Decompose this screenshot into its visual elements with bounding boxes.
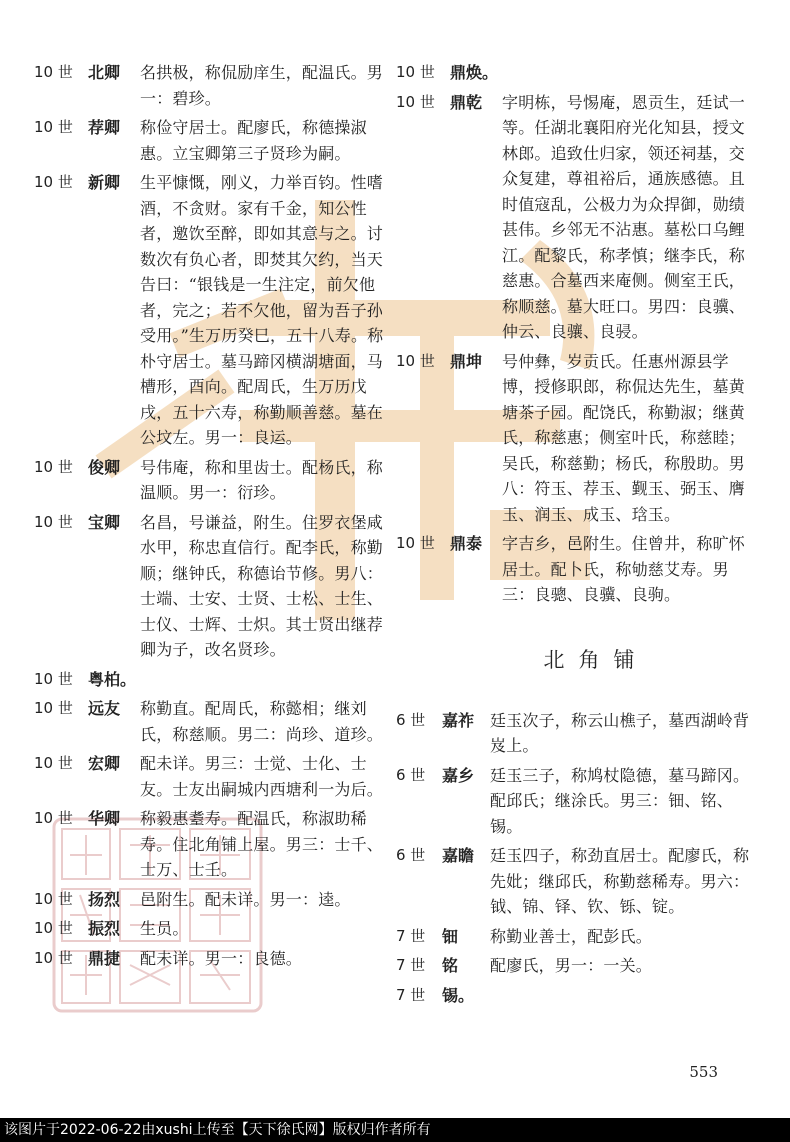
generation-label: 10 世 — [34, 457, 73, 476]
person-name: 嘉祚 — [442, 710, 475, 730]
entry-text: 配未详。男三：士觉、士化、士友。士友出嗣城内西塘利一为后。 — [140, 754, 384, 799]
genealogy-entry — [34, 60, 386, 111]
person-name: 华卿 — [88, 809, 121, 828]
entry-text: 名拱极，称侃励庠生，配温氏。男一：碧珍。 — [140, 63, 384, 108]
person-name: 粤柏。 — [88, 669, 137, 689]
person-name: 俊卿 — [88, 457, 121, 477]
person-name: 铭 — [442, 956, 459, 975]
entry-text: 廷玉四子，称劲直居士。配廖氏，称先妣；继邱氏，称勤慈稀寿。男六：钺、锦、铎、钦、铄、锭。 — [490, 846, 750, 916]
genealogy-entry — [396, 983, 756, 1009]
left-column — [34, 60, 386, 975]
generation-label: 10 世 — [396, 534, 435, 552]
person-name: 鼎乾 — [450, 92, 483, 112]
generation-label: 10 世 — [34, 669, 73, 688]
genealogy-entry — [34, 946, 386, 972]
generation-label: 6 世 — [396, 710, 426, 729]
entry-text: 称勤业善士，配彭氏。 — [490, 926, 653, 946]
entry-text: 号伟庵，称和里齿士。配杨氏，称温顺。男一：衍珍。 — [140, 457, 384, 502]
generation-label: 6 世 — [396, 846, 426, 864]
section-title: 北角铺 — [543, 647, 649, 672]
entry-text: 廷玉次子，称云山樵子，墓西湖岭背岌上。 — [490, 710, 750, 755]
entry-text: 廷玉三子，称鸠杖隐德，墓马蹄冈。配邱氏；继涂氏。男三：钿、铭、锡。 — [490, 765, 750, 836]
entry-text: 配廖氏，男一：一关。 — [490, 956, 653, 975]
generation-label: 10 世 — [34, 173, 73, 191]
right-column — [396, 60, 756, 1012]
generation-label: 6 世 — [396, 765, 426, 784]
entry-text — [490, 983, 756, 1009]
generation-label: 10 世 — [396, 63, 435, 81]
genealogy-entry — [34, 455, 386, 506]
genealogy-entry — [34, 806, 386, 883]
genealogy-entry — [396, 708, 756, 759]
generation-label: 7 世 — [396, 926, 426, 945]
generation-label: 7 世 — [396, 956, 426, 974]
generation-label: 10 世 — [396, 92, 435, 111]
genealogy-entry — [396, 349, 756, 528]
upload-footer-banner: 该图片于2022-06-22由xushi上传至【天下徐氏网】版权归作者所有 — [0, 1118, 790, 1142]
generation-label: 10 世 — [396, 351, 435, 370]
generation-label: 10 世 — [34, 754, 73, 772]
entry-text — [140, 667, 386, 693]
genealogy-entry — [396, 90, 756, 345]
entry-text: 字明栋，号惕庵，恩贡生，廷试一等。任湖北襄阳府光化知县，授文林郎。追致仕归家，领还祠基，交众复建，尊祖裕后，通族感德。且时值寇乱，公极力为众捍御，勋绩甚伟。乡邻无不沾惠。墓松口乌鲤江。配黎氏，称孝慎；继李氏，称慈惠。合墓西来庵侧。侧室王氏，称顺慈。墓大旺口。男四：良骥、仲云、良骧、良骎。 — [502, 92, 746, 341]
genealogy-entry — [34, 916, 386, 942]
person-name: 荐卿 — [88, 118, 121, 137]
entry-text: 生平慷慨，刚义，力举百钧。性嗜酒，不贪财。家有千金，知公性者，邀饮至醉，即如其意与之。讨数次有负心者，即焚其欠约，当天告曰：“银钱是一生注定，前欠他者，完之；若不欠他，留为吾子孙受用。”生万历癸巳，五十八寿。称朴守居士。墓马蹄冈横湖塘面，马槽形，酉向。配周氏，生万历戊戌，五十六寿，称勤顺善慈。墓在公坟左。男一：良运。 — [140, 173, 384, 447]
genealogy-entry — [396, 60, 756, 86]
person-name: 远友 — [88, 699, 121, 718]
page-number: 553 — [689, 1063, 718, 1081]
person-name: 鼎泰 — [450, 534, 483, 553]
entry-text: 生员。 — [140, 919, 189, 938]
generation-label: 10 世 — [34, 948, 73, 967]
entry-text — [502, 60, 756, 86]
person-name: 嘉瞻 — [442, 846, 475, 865]
person-name: 北卿 — [88, 63, 121, 82]
entry-text: 称毅惠耋寿。配温氏，称淑助稀寿。住北角铺上屋。男三：士千、士万、士壬。 — [140, 809, 384, 879]
genealogy-entry — [396, 843, 756, 920]
person-name: 新卿 — [88, 173, 121, 192]
entry-text: 字吉乡，邑附生。住曾井，称旷怀居士。配卜氏，称劬慈艾寿。男三：良骢、良骥、良驹。 — [502, 534, 746, 604]
person-name: 鼎焕。 — [450, 63, 499, 82]
entry-text: 名昌，号谦益，附生。住罗衣堡咸水甲，称忠直信行。配李氏，称勤顺；继钟氏，称德诒节修。男八：士端、士安、士贤、士松、士生、士仪、士辉、士炽。其士贤出继荐卿为子，改名贤珍。 — [140, 512, 384, 659]
person-name: 钿 — [442, 926, 459, 946]
genealogy-entry — [396, 531, 756, 608]
generation-label: 10 世 — [34, 118, 73, 136]
genealogy-entry — [34, 510, 386, 663]
person-name: 鼎捷 — [88, 948, 121, 968]
entry-text: 称俭守居士。配廖氏，称德操淑惠。立宝卿第三子贤珍为嗣。 — [140, 118, 367, 163]
person-name: 宝卿 — [88, 512, 121, 532]
generation-label: 10 世 — [34, 919, 73, 937]
generation-label: 10 世 — [34, 889, 73, 908]
genealogy-entry — [34, 115, 386, 166]
genealogy-entry — [396, 763, 756, 840]
genealogy-entry — [396, 924, 756, 950]
person-name: 嘉乡 — [442, 765, 475, 785]
genealogy-entry — [34, 696, 386, 747]
person-name: 扬烈 — [88, 889, 121, 909]
person-name: 宏卿 — [88, 754, 121, 773]
generation-label: 10 世 — [34, 63, 73, 81]
genealogy-entry — [34, 751, 386, 802]
entry-text: 配未详。男一：良德。 — [140, 948, 303, 968]
entry-text: 号仲彝，岁贡氏。任惠州源县学博，授修职郎，称侃达先生，墓黄塘茶子园。配饶氏，称勤淑；继黄氏，称慈惠；侧室叶氏，称慈睦；吴氏，称慈勤；杨氏，称殷助。男八：符玉、荐玉、觐玉、弼玉、膺玉、润玉、成玉、琀玉。 — [502, 351, 746, 524]
generation-label: 7 世 — [396, 985, 426, 1004]
person-name: 振烈 — [88, 919, 121, 938]
genealogy-entry — [34, 887, 386, 913]
genealogy-entry — [34, 170, 386, 451]
entry-text: 称勤直。配周氏，称懿相；继刘氏，称慈顺。男二：尚珍、道珍。 — [140, 699, 384, 744]
person-name: 锡。 — [442, 985, 475, 1005]
entry-text: 邑附生。配未详。男一：逵。 — [140, 889, 351, 909]
genealogy-entry — [34, 667, 386, 693]
generation-label: 10 世 — [34, 809, 73, 827]
person-name: 鼎坤 — [450, 351, 483, 371]
generation-label: 10 世 — [34, 699, 73, 717]
generation-label: 10 世 — [34, 512, 73, 531]
genealogy-entry — [396, 953, 756, 979]
